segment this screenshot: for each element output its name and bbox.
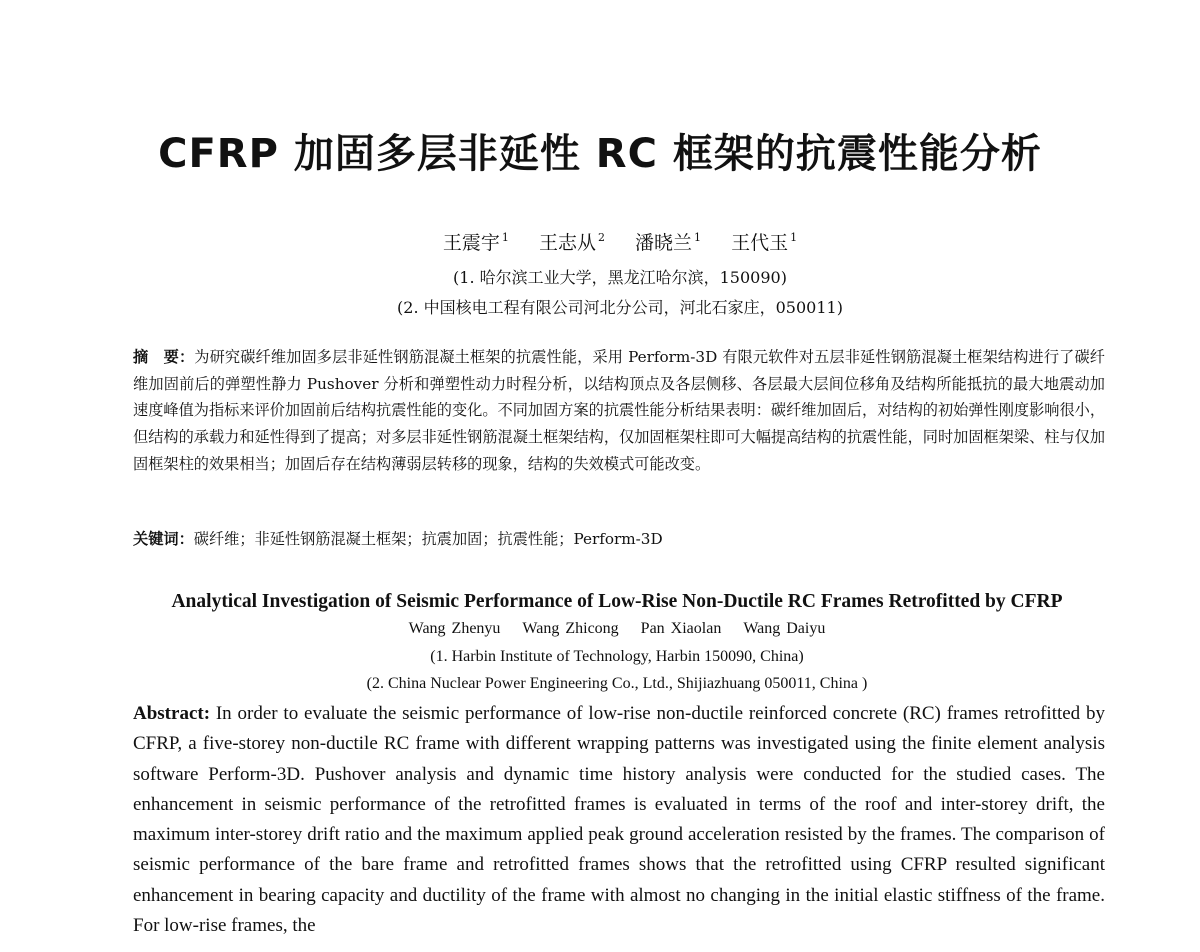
abstract-en <box>133 699 1105 941</box>
abstract-cn-label: 摘 要： <box>133 348 195 366</box>
keywords-cn-label: 关键词： <box>133 530 194 548</box>
abstract-cn-text: 为研究碳纤维加固多层非延性钢筋混凝土框架的抗震性能，采用 Perform-3D 有限元软件对五层非延性钢筋混凝土框架结构进行了碳纤维加固前后的弹塑性静力 Pushover 分析和弹塑性动力时程分析，以结构顶点及各层侧移、各层最大层间位移角及结构所能抵抗的最大地震动加速度峰值为指标来评价加固前后结构抗震性能的变化。不同加固方案的抗震性能分析结果表明：碳纤维加固后，对结构的初始弹性刚度影响很小，但结构的承载力和延性得到了提高；对多层非延性钢筋混凝土框架结构，仅加固框架柱即可大幅提高结构的抗震性能，同时加固框架梁、柱与仅加固框架柱的效果相当；加固后存在结构薄弱层转移的现象，结构的失效模式可能改变。 <box>133 348 1105 473</box>
affiliation-en-2: (2. China Nuclear Power Engineering Co., Ltd., Shijiazhuang 050011, China ) <box>366 675 868 692</box>
author-en: Wang Zhicong <box>522 620 619 637</box>
affiliation-en-1: (1. Harbin Institute of Technology, Harbin 150090, China) <box>430 648 804 665</box>
author-list-en <box>0 620 1200 638</box>
author-cn: 王代玉 $^1$ <box>731 231 798 254</box>
abstract-en-text: In order to evaluate the seismic performance of low-rise non-ductile reinforced concrete (RC) frames retrofitted by CFRP, a five-storey non-ductile RC frame with different wrapping patterns was investigated using the finite element analysis software Perform-3D. Pushover analysis and dynamic time history analysis were conducted for the studied cases. The enhancement in seismic performance of the retrofitted frames is evaluated in terms of the roof and inter-storey drift, the maximum inter-storey drift ratio and the maximum applied peak ground acceleration resisted by the frames. The comparison of seismic performance of the bare frame and retrofitted frames shows that the retrofitted using CFRP resulted significant enhancement in bearing capacity and ductility of the frame with almost no changing in the initial elastic stiffness of the frame. For low-rise frames, the <box>133 703 1105 937</box>
affiliation-cn-2: (2. 中国核电工程有限公司河北分公司，河北石家庄，050011) <box>397 298 843 317</box>
author-cn: 王志从 $^2$ <box>538 231 605 254</box>
author-en: Wang Daiyu <box>743 620 826 637</box>
author-cn: 王震宇 $^1$ <box>442 231 509 254</box>
author-en: Wang Zhenyu <box>408 620 501 637</box>
keywords-cn <box>133 528 1105 549</box>
keywords-cn-text: 碳纤维；非延性钢筋混凝土框架；抗震加固；抗震性能；Perform-3D <box>193 530 663 548</box>
author-cn: 潘晓兰 $^1$ <box>635 231 702 254</box>
abstract-en-label: Abstract: <box>133 703 211 724</box>
abstract-cn <box>133 344 1105 478</box>
paper-title-cn: CFRP 加固多层非延性 RC 框架的抗震性能分析 <box>158 131 1042 177</box>
paper-title-en: Analytical Investigation of Seismic Performance of Low-Rise Non-Ductile RC Frames Retrofitted by CFRP <box>171 591 1063 612</box>
affiliation-cn-1: (1. 哈尔滨工业大学，黑龙江哈尔滨，150090) <box>453 268 787 287</box>
author-en: Pan Xiaolan <box>640 620 722 637</box>
author-list-cn <box>0 228 1200 255</box>
